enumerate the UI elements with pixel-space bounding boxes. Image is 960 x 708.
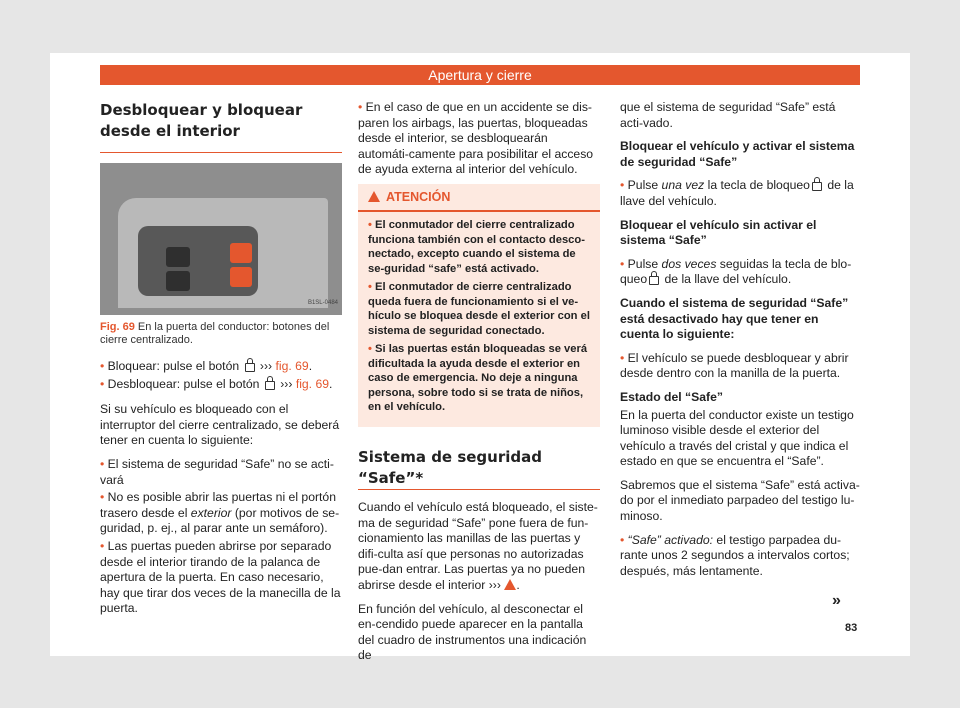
lock-icon — [245, 363, 255, 372]
list-item: • El vehículo se puede desbloquear y abrir desde dentro con la manilla de la puerta. — [620, 350, 849, 381]
warning-icon — [504, 579, 516, 590]
subheading: Bloquear el vehículo sin activar el sistema “Safe” — [620, 217, 817, 248]
window-switch-shape — [166, 247, 190, 267]
list-item: • Pulse una vez la tecla de bloqueo de la llave del vehículo. — [620, 178, 854, 208]
list-item: • “Safe” activado: el testigo parpadea du-rante unos 2 segundos a intervalos cortos; después, más lentamente. — [620, 532, 850, 578]
warning-item: • Si las puertas están bloqueadas se verá dificultada la ayuda desde el exterior en caso de emergencia. No deje a ninguna persona, sobre todo si se trata de niños, en el vehículo. — [368, 343, 588, 414]
continue-mark: » — [832, 592, 841, 609]
paragraph: Si su vehículo es bloqueado con el interruptor del cierre centralizado, se deberá tener en cuenta lo siguiente: — [100, 402, 340, 448]
door-switch-figure — [100, 163, 342, 315]
subheading: Bloquear el vehículo y activar el sistema de seguridad “Safe” — [620, 139, 855, 169]
lock-button-shape — [230, 243, 252, 263]
figure-caption — [100, 321, 342, 347]
section-title: Desbloquear y bloquear desde el interior — [100, 101, 303, 140]
list-item: • Bloquear: pulse el botón ››› fig. 69. — [100, 359, 313, 373]
lock-icon — [812, 182, 822, 191]
subheading: Cuando el sistema de seguridad “Safe” está desactivado hay que tener en cuenta lo siguiente: — [620, 295, 849, 342]
figure-caption-text: En la puerta del conductor: botones del cierre centralizado. — [100, 321, 330, 346]
paragraph: que el sistema de seguridad “Safe” está acti-vado. — [620, 100, 836, 130]
paragraph: En la puerta del conductor existe un testigo luminoso visible desde el exterior del vehículo a través del cristal y que indica el estado en que se encuentra el “Safe”. — [620, 407, 854, 469]
unlock-icon — [265, 381, 275, 390]
list-item: • Desbloquear: pulse el botón ››› fig. 69. — [100, 376, 333, 391]
section-title: Sistema de seguridad “Safe”* — [358, 447, 542, 487]
column-2 — [358, 100, 600, 672]
paragraph: Sabremos que el sistema “Safe” está activa-do por el inmediato parpadeo del testigo lu-minoso. — [620, 477, 860, 524]
column-1 — [100, 100, 342, 619]
paragraph: En función del vehículo, al desconectar el en-cendido puede aparecer en la pantalla del cuadro de instrumentos una indicación de — [358, 601, 587, 663]
list-item: • En el caso de que en un accidente se dis-paren los airbags, las puertas, bloqueadas desde el interior, se desbloquearán automáti-camente para posibilitar el acceso de ayuda externa al interior del vehículo. — [358, 100, 594, 177]
list-item: • No es posible abrir las puertas ni el portón trasero desde el exterior (por motivos de se-guridad, p. ej., al parar ante un semáforo). — [100, 490, 340, 536]
chapter-header: Apertura y cierre — [100, 65, 860, 85]
warning-item: • El conmutador del cierre centralizado funciona también con el contacto desco-nectado, excepto cuando el sistema de se-guridad “safe” está activado. — [368, 219, 585, 275]
figure-label: Fig. 69 — [100, 321, 135, 333]
lock-icon — [649, 276, 659, 285]
column-3 — [620, 100, 860, 581]
list-item: • Las puertas pueden abrirse por separado desde el interior tirando de la palanca de apertura de la puerta. En caso necesario, hay que tirar dos veces de la manecilla de la puerta. — [100, 538, 341, 616]
warning-item: • El conmutador de cierre centralizado queda fuera de funcionamiento si el ve-hículo se bloquea desde el exterior con el sistema de seguridad conectado. — [368, 281, 590, 337]
warning-icon — [368, 191, 380, 202]
warning-header: ATENCIÓN — [358, 184, 600, 213]
list-item: • Pulse dos veces seguidas la tecla de blo-queo de la llave del vehículo. — [620, 256, 852, 287]
title-rule — [358, 489, 600, 490]
list-item: • El sistema de seguridad “Safe” no se acti-vará — [100, 456, 334, 487]
unlock-button-shape — [230, 267, 252, 287]
window-switch-shape — [166, 271, 190, 291]
paragraph: Cuando el vehículo está bloqueado, el siste-ma de seguridad “Safe” pone fuera de fun-cionamiento las manillas de las puertas y difi-culta así que personas no autorizadas pue-dan entrar. Las puertas ya no pueden abrirse desde el interior ››› . — [358, 499, 598, 592]
figure-code: B1SL-0484 — [307, 300, 338, 307]
figure-link[interactable]: fig. 69 — [295, 376, 330, 391]
figure-link[interactable]: fig. 69 — [275, 359, 309, 373]
title-rule — [100, 152, 342, 153]
page-number: 83 — [845, 622, 858, 634]
warning-box — [358, 184, 600, 427]
subheading: Estado del “Safe” — [620, 389, 723, 404]
